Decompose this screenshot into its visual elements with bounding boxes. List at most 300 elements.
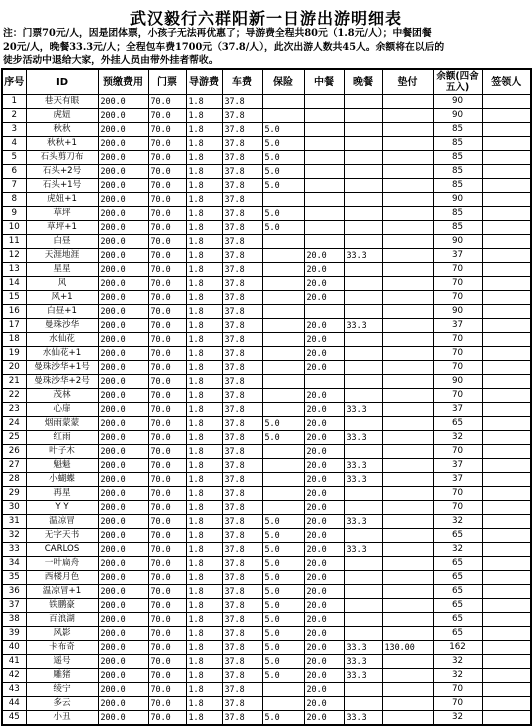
signature-cell: [482, 291, 531, 305]
signature-cell: [482, 543, 531, 557]
dinner-cell: [344, 557, 382, 571]
bus-fee-cell: 37.8: [222, 669, 262, 683]
guide-fee-cell: 1.8: [186, 221, 222, 235]
ticket-cell: 70.0: [148, 669, 186, 683]
prepaid-cell: 200.0: [98, 137, 148, 151]
balance-cell: 90: [433, 193, 482, 207]
dinner-cell: [344, 165, 382, 179]
seq-cell: 4: [2, 137, 26, 151]
insurance-cell: 5.0: [262, 627, 304, 641]
balance-cell: 70: [433, 277, 482, 291]
dinner-cell: 33.3: [344, 655, 382, 669]
header-lunch: 中餐: [304, 69, 344, 95]
header-guide-fee: 导游费: [186, 69, 222, 95]
prepaid-cell: 200.0: [98, 445, 148, 459]
seq-cell: 41: [2, 655, 26, 669]
id-cell: 心扉: [26, 403, 98, 417]
guide-fee-cell: 1.8: [186, 627, 222, 641]
seq-cell: 44: [2, 697, 26, 711]
seq-cell: 27: [2, 459, 26, 473]
insurance-cell: [262, 95, 304, 109]
guide-fee-cell: 1.8: [186, 165, 222, 179]
dinner-cell: [344, 375, 382, 389]
guide-fee-cell: 1.8: [186, 179, 222, 193]
table-row: [2, 627, 531, 641]
id-cell: 再星: [26, 487, 98, 501]
lunch-cell: 20.0: [304, 557, 344, 571]
table-row: [2, 613, 531, 627]
table-row: [2, 347, 531, 361]
id-cell: 白昼+1: [26, 305, 98, 319]
seq-cell: 26: [2, 445, 26, 459]
dinner-cell: [344, 291, 382, 305]
ticket-cell: 70.0: [148, 683, 186, 697]
id-cell: 茂林: [26, 389, 98, 403]
bus-fee-cell: 37.8: [222, 319, 262, 333]
note-line: 徒步活动中退给大家，外挂人员由带外挂者帮收。: [3, 55, 219, 66]
advance-cell: [382, 95, 433, 109]
advance-cell: [382, 571, 433, 585]
advance-cell: [382, 221, 433, 235]
insurance-cell: [262, 459, 304, 473]
advance-cell: [382, 263, 433, 277]
dinner-cell: [344, 613, 382, 627]
ticket-cell: 70.0: [148, 585, 186, 599]
dinner-cell: 33.3: [344, 459, 382, 473]
prepaid-cell: 200.0: [98, 557, 148, 571]
table-row: [2, 655, 531, 669]
advance-cell: [382, 375, 433, 389]
signature-cell: [482, 375, 531, 389]
ticket-cell: 70.0: [148, 627, 186, 641]
seq-cell: 18: [2, 333, 26, 347]
seq-cell: 34: [2, 557, 26, 571]
bus-fee-cell: 37.8: [222, 109, 262, 123]
signature-cell: [482, 417, 531, 431]
lunch-cell: 20.0: [304, 263, 344, 277]
header-balance: 余额(四舍五入): [433, 69, 482, 95]
signature-cell: [482, 333, 531, 347]
id-cell: 百浪湖: [26, 613, 98, 627]
signature-cell: [482, 235, 531, 249]
note-block: [3, 27, 527, 68]
signature-cell: [482, 151, 531, 165]
prepaid-cell: 200.0: [98, 375, 148, 389]
ticket-cell: 70.0: [148, 249, 186, 263]
prepaid-cell: 200.0: [98, 319, 148, 333]
dinner-cell: 33.3: [344, 319, 382, 333]
insurance-cell: [262, 347, 304, 361]
ticket-cell: 70.0: [148, 599, 186, 613]
balance-cell: 65: [433, 585, 482, 599]
prepaid-cell: 200.0: [98, 291, 148, 305]
guide-fee-cell: 1.8: [186, 137, 222, 151]
advance-cell: [382, 109, 433, 123]
signature-cell: [482, 529, 531, 543]
insurance-cell: [262, 487, 304, 501]
guide-fee-cell: 1.8: [186, 501, 222, 515]
note-line: 20元/人，晚餐33.3元/人；全程包车费1700元（37.8/人），此次出游人数共45人。余额将在以后的: [3, 41, 445, 53]
seq-cell: 39: [2, 627, 26, 641]
signature-cell: [482, 193, 531, 207]
guide-fee-cell: 1.8: [186, 683, 222, 697]
balance-cell: 70: [433, 697, 482, 711]
dinner-cell: [344, 571, 382, 585]
lunch-cell: 20.0: [304, 641, 344, 655]
ticket-cell: 70.0: [148, 403, 186, 417]
table-row: [2, 361, 531, 375]
guide-fee-cell: 1.8: [186, 445, 222, 459]
seq-cell: 2: [2, 109, 26, 123]
lunch-cell: 20.0: [304, 683, 344, 697]
header-advance: 垫付: [382, 69, 433, 95]
advance-cell: [382, 557, 433, 571]
seq-cell: 43: [2, 683, 26, 697]
seq-cell: 12: [2, 249, 26, 263]
advance-cell: [382, 403, 433, 417]
table-row: [2, 711, 531, 726]
signature-cell: [482, 109, 531, 123]
header-prepaid: 预缴费用: [98, 69, 148, 95]
seq-cell: 31: [2, 515, 26, 529]
prepaid-cell: 200.0: [98, 585, 148, 599]
balance-cell: 90: [433, 305, 482, 319]
bus-fee-cell: 37.8: [222, 347, 262, 361]
id-cell: 天涯地涯: [26, 249, 98, 263]
bus-fee-cell: 37.8: [222, 487, 262, 501]
ticket-cell: 70.0: [148, 137, 186, 151]
guide-fee-cell: 1.8: [186, 571, 222, 585]
table-row: [2, 473, 531, 487]
insurance-cell: 5.0: [262, 207, 304, 221]
table-row: [2, 277, 531, 291]
dinner-cell: [344, 445, 382, 459]
seq-cell: 40: [2, 641, 26, 655]
ticket-cell: 70.0: [148, 487, 186, 501]
insurance-cell: 5.0: [262, 711, 304, 726]
balance-cell: 90: [433, 95, 482, 109]
ticket-cell: 70.0: [148, 291, 186, 305]
advance-cell: [382, 361, 433, 375]
balance-cell: 90: [433, 109, 482, 123]
table-row: [2, 445, 531, 459]
signature-cell: [482, 557, 531, 571]
advance-cell: [382, 711, 433, 726]
advance-cell: [382, 207, 433, 221]
bus-fee-cell: 37.8: [222, 235, 262, 249]
table-row: [2, 487, 531, 501]
table-row: [2, 235, 531, 249]
advance-cell: [382, 543, 433, 557]
ticket-cell: 70.0: [148, 613, 186, 627]
insurance-cell: [262, 235, 304, 249]
balance-cell: 70: [433, 263, 482, 277]
signature-cell: [482, 221, 531, 235]
lunch-cell: 20.0: [304, 291, 344, 305]
bus-fee-cell: 37.8: [222, 123, 262, 137]
seq-cell: 38: [2, 613, 26, 627]
balance-cell: 65: [433, 529, 482, 543]
header-dinner: 晚餐: [344, 69, 382, 95]
table-row: [2, 641, 531, 655]
balance-cell: 65: [433, 557, 482, 571]
seq-cell: 23: [2, 403, 26, 417]
header-seq: 序号: [2, 69, 26, 95]
seq-cell: 3: [2, 123, 26, 137]
id-cell: 风影: [26, 627, 98, 641]
bus-fee-cell: 37.8: [222, 221, 262, 235]
balance-cell: 70: [433, 389, 482, 403]
balance-cell: 65: [433, 417, 482, 431]
table-row: [2, 137, 531, 151]
advance-cell: [382, 697, 433, 711]
insurance-cell: 5.0: [262, 151, 304, 165]
seq-cell: 29: [2, 487, 26, 501]
prepaid-cell: 200.0: [98, 641, 148, 655]
lunch-cell: 20.0: [304, 501, 344, 515]
signature-cell: [482, 179, 531, 193]
guide-fee-cell: 1.8: [186, 319, 222, 333]
prepaid-cell: 200.0: [98, 277, 148, 291]
expense-table: [1, 68, 532, 726]
seq-cell: 17: [2, 319, 26, 333]
advance-cell: [382, 151, 433, 165]
bus-fee-cell: 37.8: [222, 585, 262, 599]
ticket-cell: 70.0: [148, 347, 186, 361]
dinner-cell: [344, 487, 382, 501]
signature-cell: [482, 571, 531, 585]
table-row: [2, 501, 531, 515]
bus-fee-cell: 37.8: [222, 291, 262, 305]
balance-cell: 32: [433, 669, 482, 683]
id-cell: 雕猪: [26, 669, 98, 683]
signature-cell: [482, 137, 531, 151]
signature-cell: [482, 501, 531, 515]
prepaid-cell: 200.0: [98, 417, 148, 431]
balance-cell: 70: [433, 347, 482, 361]
balance-cell: 32: [433, 431, 482, 445]
insurance-cell: 5.0: [262, 655, 304, 669]
bus-fee-cell: 37.8: [222, 613, 262, 627]
lunch-cell: 20.0: [304, 697, 344, 711]
guide-fee-cell: 1.8: [186, 697, 222, 711]
seq-cell: 6: [2, 165, 26, 179]
bus-fee-cell: 37.8: [222, 403, 262, 417]
seq-cell: 10: [2, 221, 26, 235]
insurance-cell: 5.0: [262, 431, 304, 445]
insurance-cell: [262, 263, 304, 277]
prepaid-cell: 200.0: [98, 95, 148, 109]
insurance-cell: 5.0: [262, 165, 304, 179]
ticket-cell: 70.0: [148, 459, 186, 473]
balance-cell: 162: [433, 641, 482, 655]
lunch-cell: 20.0: [304, 319, 344, 333]
table-row: [2, 207, 531, 221]
guide-fee-cell: 1.8: [186, 431, 222, 445]
table-row: [2, 543, 531, 557]
dinner-cell: 33.3: [344, 543, 382, 557]
bus-fee-cell: 37.8: [222, 655, 262, 669]
seq-cell: 13: [2, 263, 26, 277]
dinner-cell: [344, 151, 382, 165]
lunch-cell: 20.0: [304, 277, 344, 291]
header-row: [2, 69, 531, 95]
seq-cell: 15: [2, 291, 26, 305]
table-row: [2, 529, 531, 543]
advance-cell: [382, 347, 433, 361]
insurance-cell: 5.0: [262, 543, 304, 557]
signature-cell: [482, 95, 531, 109]
table-row: [2, 291, 531, 305]
lunch-cell: 20.0: [304, 487, 344, 501]
insurance-cell: [262, 473, 304, 487]
ticket-cell: 70.0: [148, 515, 186, 529]
prepaid-cell: 200.0: [98, 361, 148, 375]
lunch-cell: 20.0: [304, 389, 344, 403]
guide-fee-cell: 1.8: [186, 235, 222, 249]
ticket-cell: 70.0: [148, 305, 186, 319]
seq-cell: 22: [2, 389, 26, 403]
dinner-cell: 33.3: [344, 641, 382, 655]
lunch-cell: 20.0: [304, 669, 344, 683]
prepaid-cell: 200.0: [98, 515, 148, 529]
ticket-cell: 70.0: [148, 221, 186, 235]
lunch-cell: [304, 109, 344, 123]
prepaid-cell: 200.0: [98, 193, 148, 207]
dinner-cell: [344, 235, 382, 249]
signature-cell: [482, 711, 531, 726]
prepaid-cell: 200.0: [98, 501, 148, 515]
balance-cell: 85: [433, 207, 482, 221]
prepaid-cell: 200.0: [98, 487, 148, 501]
seq-cell: 32: [2, 529, 26, 543]
id-cell: Y Y: [26, 501, 98, 515]
lunch-cell: 20.0: [304, 655, 344, 669]
bus-fee-cell: 37.8: [222, 473, 262, 487]
guide-fee-cell: 1.8: [186, 669, 222, 683]
guide-fee-cell: 1.8: [186, 291, 222, 305]
ticket-cell: 70.0: [148, 123, 186, 137]
prepaid-cell: 200.0: [98, 655, 148, 669]
balance-cell: 65: [433, 627, 482, 641]
lunch-cell: [304, 137, 344, 151]
guide-fee-cell: 1.8: [186, 305, 222, 319]
dinner-cell: 33.3: [344, 711, 382, 726]
lunch-cell: 20.0: [304, 585, 344, 599]
table-row: [2, 515, 531, 529]
lunch-cell: 20.0: [304, 473, 344, 487]
signature-cell: [482, 599, 531, 613]
signature-cell: [482, 277, 531, 291]
signature-cell: [482, 459, 531, 473]
guide-fee-cell: 1.8: [186, 207, 222, 221]
bus-fee-cell: 37.8: [222, 417, 262, 431]
id-cell: 白昼: [26, 235, 98, 249]
id-cell: 曼珠沙华+1号: [26, 361, 98, 375]
dinner-cell: [344, 417, 382, 431]
prepaid-cell: 200.0: [98, 697, 148, 711]
bus-fee-cell: 37.8: [222, 445, 262, 459]
balance-cell: 32: [433, 543, 482, 557]
lunch-cell: 20.0: [304, 403, 344, 417]
bus-fee-cell: 37.8: [222, 627, 262, 641]
insurance-cell: [262, 333, 304, 347]
advance-cell: [382, 487, 433, 501]
id-cell: 温凉冒+1: [26, 585, 98, 599]
prepaid-cell: 200.0: [98, 151, 148, 165]
advance-cell: [382, 501, 433, 515]
guide-fee-cell: 1.8: [186, 585, 222, 599]
table-row: [2, 193, 531, 207]
advance-cell: [382, 669, 433, 683]
insurance-cell: [262, 501, 304, 515]
lunch-cell: 20.0: [304, 431, 344, 445]
bus-fee-cell: 37.8: [222, 95, 262, 109]
advance-cell: [382, 627, 433, 641]
dinner-cell: [344, 277, 382, 291]
insurance-cell: [262, 361, 304, 375]
bus-fee-cell: 37.8: [222, 515, 262, 529]
dinner-cell: [344, 347, 382, 361]
lunch-cell: 20.0: [304, 599, 344, 613]
table-row: [2, 95, 531, 109]
seq-cell: 36: [2, 585, 26, 599]
id-cell: 温凉冒: [26, 515, 98, 529]
table-row: [2, 263, 531, 277]
balance-cell: 65: [433, 613, 482, 627]
insurance-cell: 5.0: [262, 557, 304, 571]
guide-fee-cell: 1.8: [186, 249, 222, 263]
bus-fee-cell: 37.8: [222, 249, 262, 263]
seq-cell: 42: [2, 669, 26, 683]
lunch-cell: [304, 123, 344, 137]
dinner-cell: [344, 109, 382, 123]
bus-fee-cell: 37.8: [222, 361, 262, 375]
prepaid-cell: 200.0: [98, 711, 148, 726]
signature-cell: [482, 389, 531, 403]
bus-fee-cell: 37.8: [222, 193, 262, 207]
signature-cell: [482, 263, 531, 277]
bus-fee-cell: 37.8: [222, 375, 262, 389]
seq-cell: 25: [2, 431, 26, 445]
bus-fee-cell: 37.8: [222, 599, 262, 613]
table-row: [2, 571, 531, 585]
lunch-cell: 20.0: [304, 627, 344, 641]
dinner-cell: [344, 207, 382, 221]
signature-cell: [482, 165, 531, 179]
id-cell: CARLOS: [26, 543, 98, 557]
guide-fee-cell: 1.8: [186, 151, 222, 165]
balance-cell: 70: [433, 333, 482, 347]
balance-cell: 70: [433, 683, 482, 697]
id-cell: 水仙花: [26, 333, 98, 347]
dinner-cell: 33.3: [344, 515, 382, 529]
seq-cell: 16: [2, 305, 26, 319]
prepaid-cell: 200.0: [98, 235, 148, 249]
dinner-cell: 33.3: [344, 669, 382, 683]
advance-cell: [382, 613, 433, 627]
id-cell: 烟雨蒙蒙: [26, 417, 98, 431]
prepaid-cell: 200.0: [98, 333, 148, 347]
guide-fee-cell: 1.8: [186, 95, 222, 109]
table-row: [2, 179, 531, 193]
signature-cell: [482, 445, 531, 459]
seq-cell: 19: [2, 347, 26, 361]
insurance-cell: [262, 389, 304, 403]
signature-cell: [482, 403, 531, 417]
insurance-cell: [262, 319, 304, 333]
ticket-cell: 70.0: [148, 277, 186, 291]
